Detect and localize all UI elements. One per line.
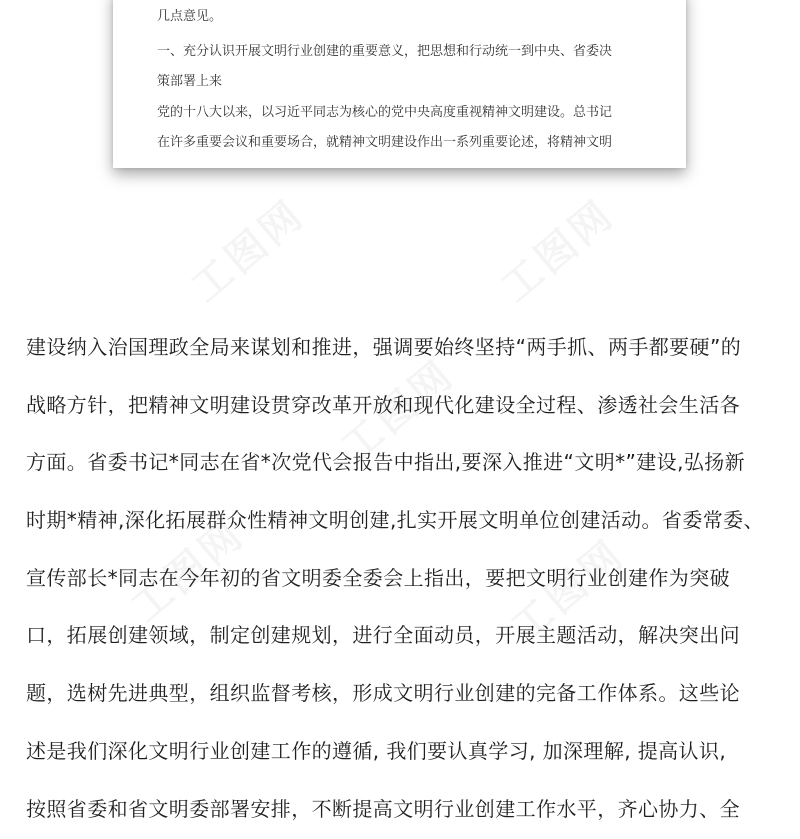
body-line: 时期*精神,深化拓展群众性精神文明创建,扎实开展文明单位创建活动。省委常委、: [26, 493, 800, 551]
body-line: 述是我们深化文明行业创建工作的遵循, 我们要认真学习, 加深理解, 提高认识,: [26, 724, 800, 782]
body-line: 宣传部长*同志在今年初的省文明委全委会上指出，要把文明行业创建作为突破: [26, 551, 800, 609]
body-line: 按照省委和省文明委部署安排，不断提高文明行业创建工作水平，齐心协力、全: [26, 782, 800, 839]
card-line: 策部署上来: [157, 69, 648, 95]
card-line: 在许多重要会议和重要场合，就精神文明建设作出一系列重要论述，将精神文明: [157, 130, 648, 156]
body-line: 建设纳入治国理政全局来谋划和推进，强调要始终坚持“两手抓、两手都要硬”的: [26, 320, 800, 378]
body-line: 口，拓展创建领域，制定创建规划，进行全面动员，开展主题活动，解决突出问: [26, 608, 800, 666]
card-line: 几点意见。: [157, 4, 648, 34]
watermark: [177, 184, 315, 313]
watermark: [487, 184, 625, 313]
body-line: 题，选树先进典型，组织监督考核，形成文明行业创建的完备工作体系。这些论: [26, 666, 800, 724]
document-body: [26, 320, 800, 839]
card-line: 一、充分认识开展文明行业创建的重要意义，把思想和行动统一到中央、省委决: [157, 39, 648, 65]
document-preview-card: [113, 0, 686, 168]
card-line: 党的十八大以来，以习近平同志为核心的党中央高度重视精神文明建设。总书记: [157, 100, 648, 126]
body-line: 方面。省委书记*同志在省*次党代会报告中指出,要深入推进“文明*”建设,弘扬新: [26, 435, 800, 493]
body-line: 战略方针，把精神文明建设贯穿改革开放和现代化建设全过程、渗透社会生活各: [26, 378, 800, 436]
